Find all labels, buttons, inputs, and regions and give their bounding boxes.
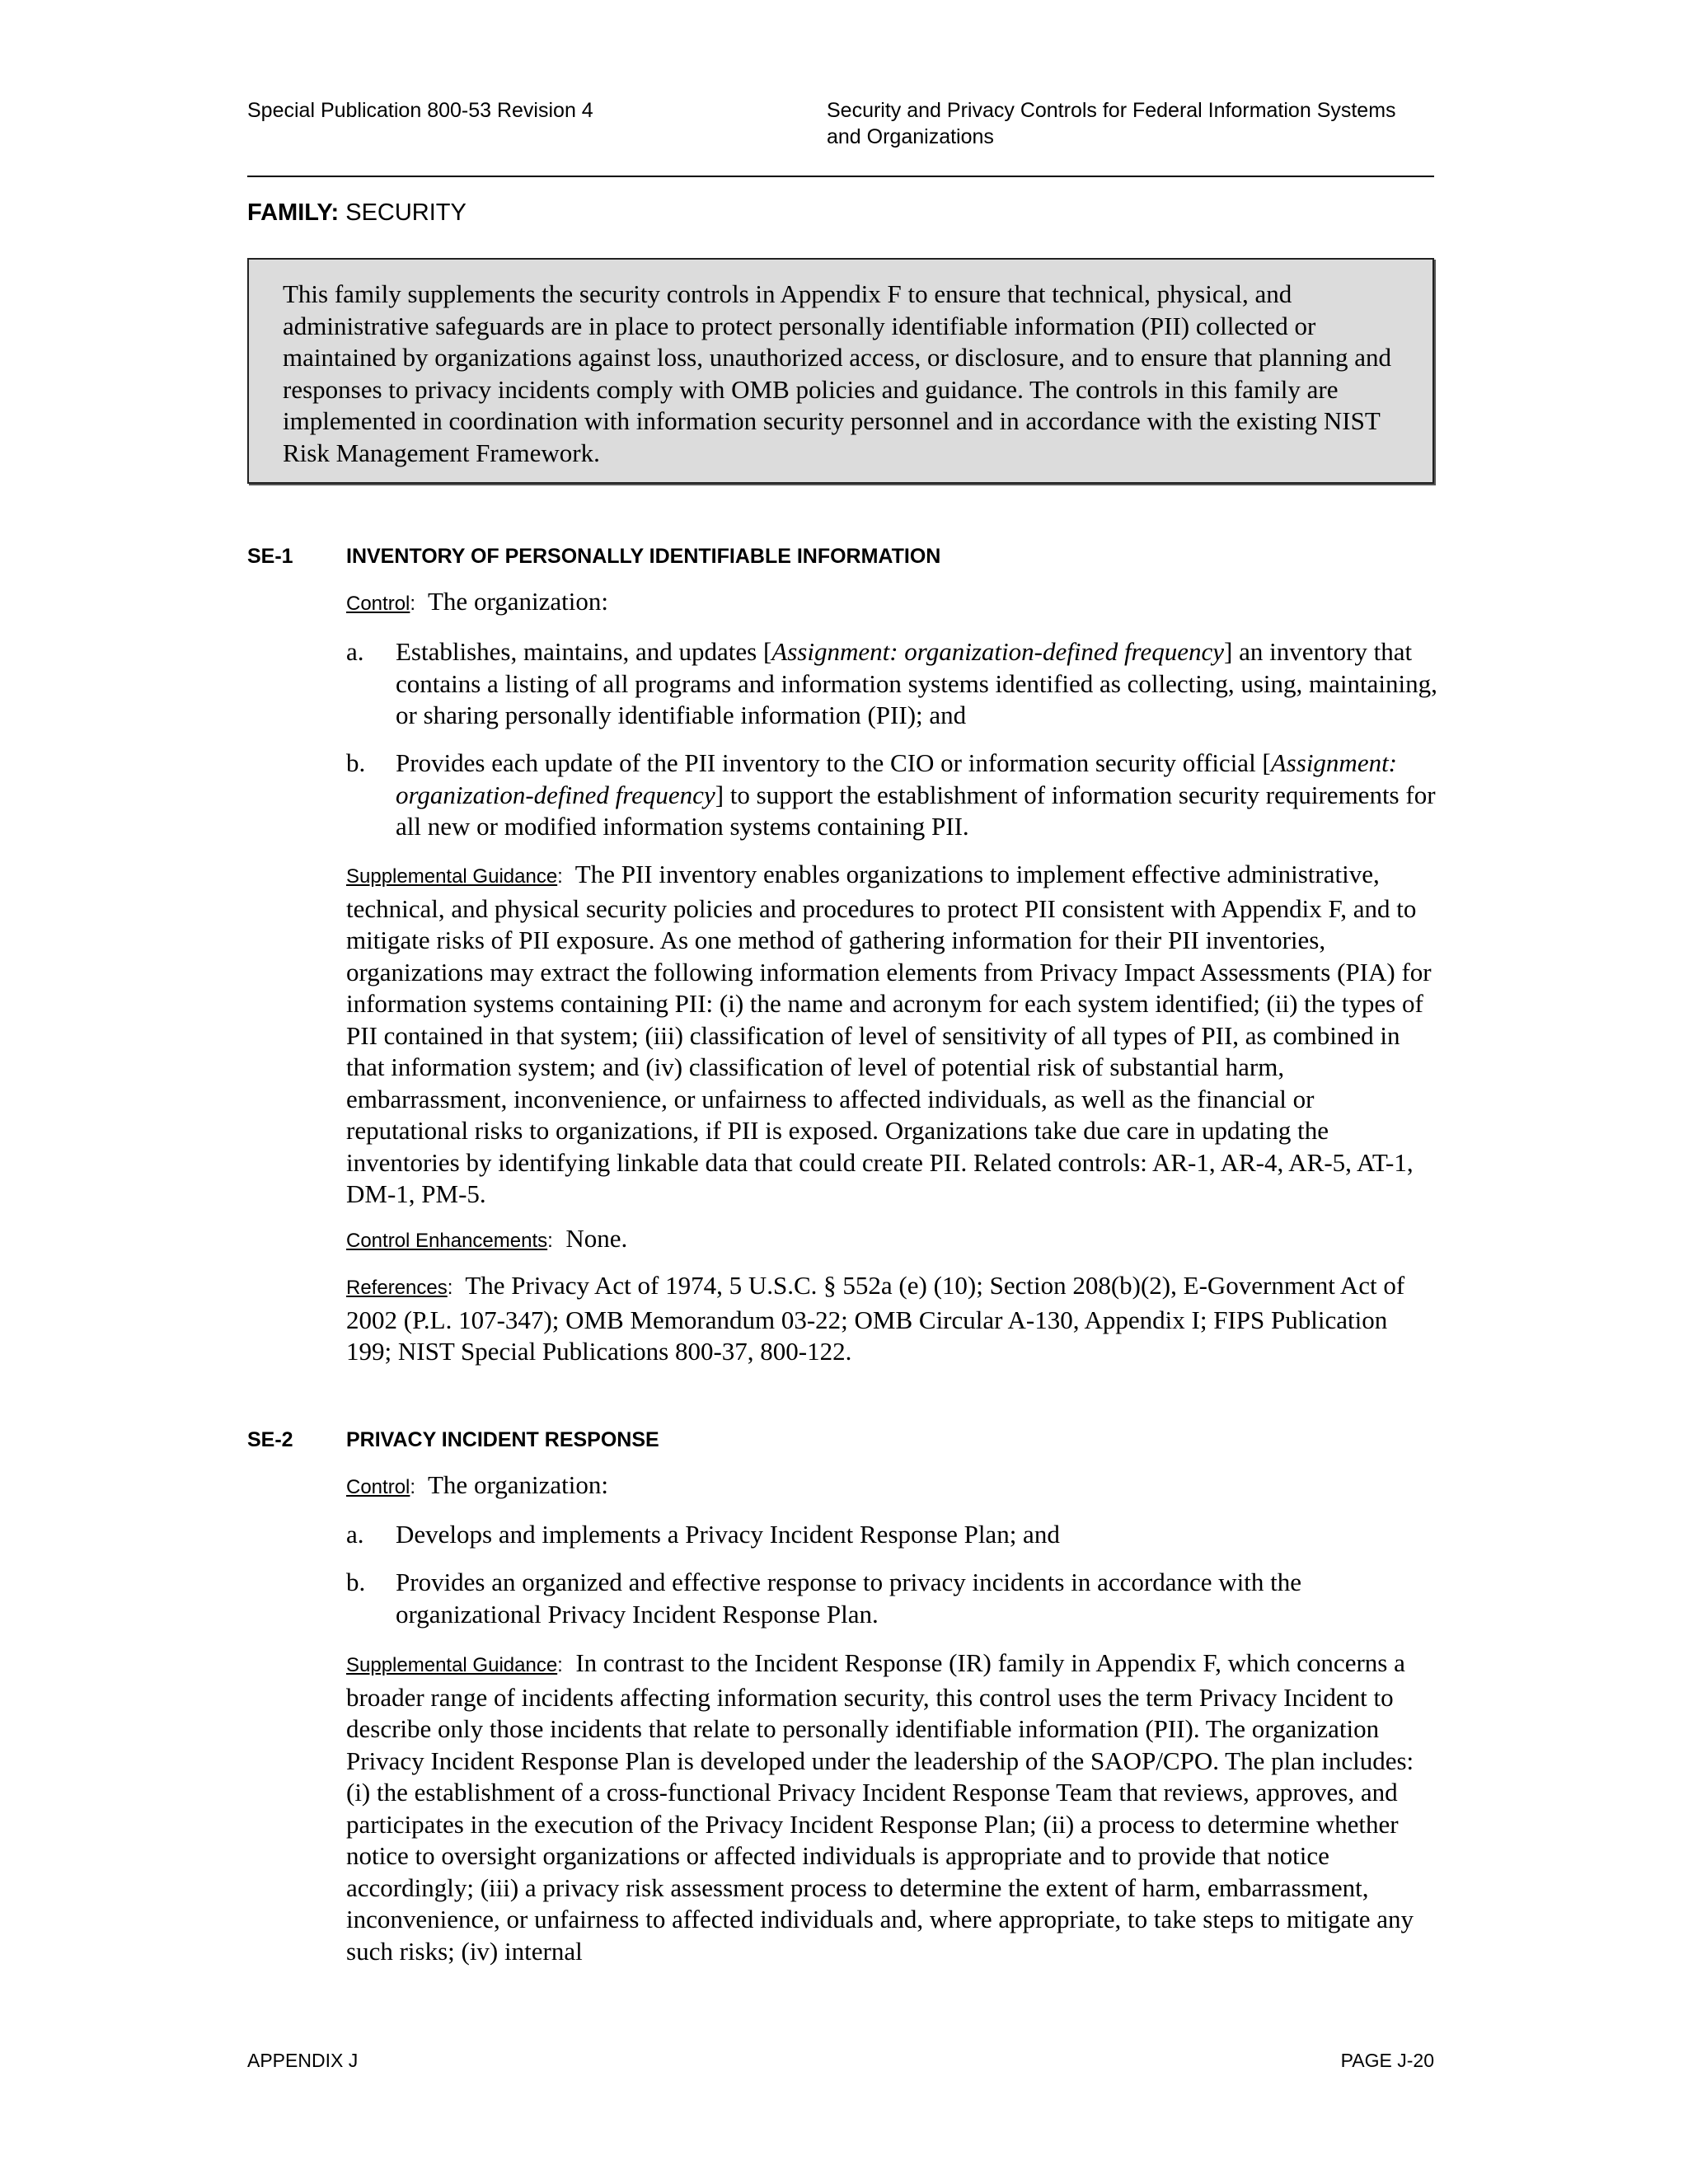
se2-id: SE-2 [247,1428,293,1451]
document-title [827,97,1437,150]
family-heading [247,198,467,227]
se2-control-label: Control [346,1476,410,1498]
se1-item-a [346,636,1438,732]
se1-references: References: The Privacy Act of 1974, 5 U.S.C. § 552a (e) (10); Section 208(b)(2), E-Government Act of 2002 (P.L. 107-347); OMB Memorandum 03-22; OMB Circular A-130, Appendix I; FIPS Publication 199; NIST Special Publications 800-37, 800-122. [346,1271,1405,1366]
se2-item-a-text: Develops and implements a Privacy Incident Response Plan; and [396,1520,1060,1549]
footer-page-number: PAGE J-20 [1340,2050,1434,2071]
family-name: SECURITY [345,199,467,226]
document-title-line1: Security and Privacy Controls for Federal Information Systems [827,99,1396,122]
footer-appendix: APPENDIX J [247,2050,359,2071]
se2-title: PRIVACY INCIDENT RESPONSE [346,1428,659,1451]
se1-references-label: References [346,1277,448,1299]
se1-item-a-letter: a. [346,637,364,666]
se2-control: Control: The organization: [346,1470,608,1499]
se2-control-intro: The organization: [428,1470,608,1499]
se2-item-b [346,1567,1438,1630]
se2-item-a-letter: a. [346,1520,364,1549]
se1-references-text: The Privacy Act of 1974, 5 U.S.C. § 552a (e) (10); Section 208(b)(2), E-Government Act of 2002 (P.L. 107-347); OMB Memorandum 03-22; OMB Circular A-130, Appendix I; FIPS Publication 199; NIST Special Publications 800-37, 800-122. [346,1271,1405,1366]
se1-item-b-letter: b. [346,748,366,777]
header-divider [247,176,1434,177]
se1-title: INVENTORY OF PERSONALLY IDENTIFIABLE INFORMATION [346,545,941,568]
se1-control-enhancements: Control Enhancements: None. [346,1224,628,1253]
se1-item-b [346,748,1438,843]
se1-control-intro: The organization: [428,587,608,616]
family-description: This family supplements the security controls in Appendix F to ensure that technical, physical, and administrative safeguards are in place to protect personally identifiable information (PII) collected or maintained by organizations against loss, unauthorized access, or disclosure, and to ensure that planning and responses to privacy incidents comply with OMB policies and guidance. The controls in this family are implemented in coordination with information security personnel and in accordance with the existing NIST Risk Management Framework. [283,279,1391,467]
family-description-box [247,258,1434,484]
family-label: FAMILY: [247,199,340,226]
se2-item-b-letter: b. [346,1568,366,1596]
se2-item-b-text: Provides an organized and effective response to privacy incidents in accordance with the organizational Privacy Incident Response Plan. [396,1568,1301,1629]
se1-supplemental-guidance: Supplemental Guidance: The PII inventory enables organizations to implement effective administrative, technical, and physical security policies and procedures to protect PII consistent with Appendix F, and to mitigate risks of PII exposure. As one method of gathering information for their PII inventories, organizations may extract the following information elements from Privacy Impact Assessments (PIA) for information systems containing PII: (i) the name and acronym for each system identified; (ii) the types of PII contained in that system; (iii) classification of level of sensitivity of all types of PII, as combined in that information system; and (iv) classification of level of potential risk of substantial harm, embarrassment, inconvenience, or unfairness to affected individuals, as well as the financial or reputational risks to organizations, if PII is exposed. Organizations take due care in updating the inventories by identifying linkable data that could create PII. Related controls: AR-1, AR-4, AR-5, AT-1, DM-1, PM-5. [346,860,1432,1208]
se2-item-a [346,1519,1438,1551]
se1-control-label: Control [346,593,410,615]
se1-item-b-assignment: Assignment: organization-defined frequency [396,748,1398,809]
se1-item-b-text-start: Provides each update of the PII inventory to the CIO or information security official [ [396,748,1271,777]
se1-guidance-text: The PII inventory enables organizations to implement effective administrative, technical, and physical security policies and procedures to protect PII consistent with Appendix F, and to mitigate risks of PII exposure. As one method of gathering information for their PII inventories, organizations may extract the following information elements from Privacy Impact Assessments (PIA) for information systems containing PII: (i) the name and acronym for each system identified; (ii) the types of PII contained in that system; (iii) classification of level of sensitivity of all types of PII, as combined in that information system; and (iv) classification of level of potential risk of substantial harm, embarrassment, inconvenience, or unfairness to affected individuals, as well as the financial or reputational risks to organizations, if PII is exposed. Organizations take due care in updating the inventories by identifying linkable data that could create PII. Related controls: AR-1, AR-4, AR-5, AT-1, DM-1, PM-5. [346,860,1432,1208]
se1-item-b-text-end: ] to support the establishment of information security requirements for all new or modified information systems containing PII. [396,780,1436,841]
se1-control: Control: The organization: [346,587,608,616]
se2-guidance-label: Supplemental Guidance [346,1654,558,1676]
se2-supplemental-guidance: Supplemental Guidance: In contrast to the Incident Response (IR) family in Appendix F, which concerns a broader range of incidents affecting information security, this control uses the term Privacy Incident to describe only those incidents that relate to personally identifiable information (PII). The organization Privacy Incident Response Plan is developed under the leadership of the SAOP/CPO. The plan includes: (i) the establishment of a cross-functional Privacy Incident Response Team that reviews, approves, and participates in the execution of the Privacy Incident Response Plan; (ii) a process to determine whether notice to oversight organizations or affected individuals is appropriate and to provide that notice accordingly; (iii) a privacy risk assessment process to determine the extent of harm, embarrassment, inconvenience, or unfairness to affected individuals and, where appropriate, to take steps to mitigate any such risks; (iv) internal [346,1648,1414,1966]
se1-item-a-text-end: ] an inventory that contains a listing of all programs and information systems identified as collecting, using, maintaining, or sharing personally identifiable information (PII); and [396,637,1437,729]
se1-id: SE-1 [247,545,293,568]
se1-item-a-text-start: Establishes, maintains, and updates [ [396,637,772,666]
se1-enhancements-label: Control Enhancements [346,1230,548,1252]
se2-guidance-text: In contrast to the Incident Response (IR) family in Appendix F, which concerns a broader range of incidents affecting information security, this control uses the term Privacy Incident to describe only those incidents that relate to personally identifiable information (PII). The organization Privacy Incident Response Plan is developed under the leadership of the SAOP/CPO. The plan includes: (i) the establishment of a cross-functional Privacy Incident Response Team that reviews, approves, and participates in the execution of the Privacy Incident Response Plan; (ii) a process to determine whether notice to oversight organizations or affected individuals is appropriate and to provide that notice accordingly; (iii) a privacy risk assessment process to determine the extent of harm, embarrassment, inconvenience, or unfairness to affected individuals and, where appropriate, to take steps to mitigate any such risks; (iv) internal [346,1648,1414,1966]
se1-item-a-assignment: Assignment: organization-defined frequency [771,637,1225,666]
se1-guidance-label: Supplemental Guidance [346,865,558,888]
se1-enhancements-text: None. [565,1224,628,1253]
document-title-line2: and Organizations [827,125,994,148]
publication-title: Special Publication 800-53 Revision 4 [247,99,593,122]
page-header [247,97,1434,180]
